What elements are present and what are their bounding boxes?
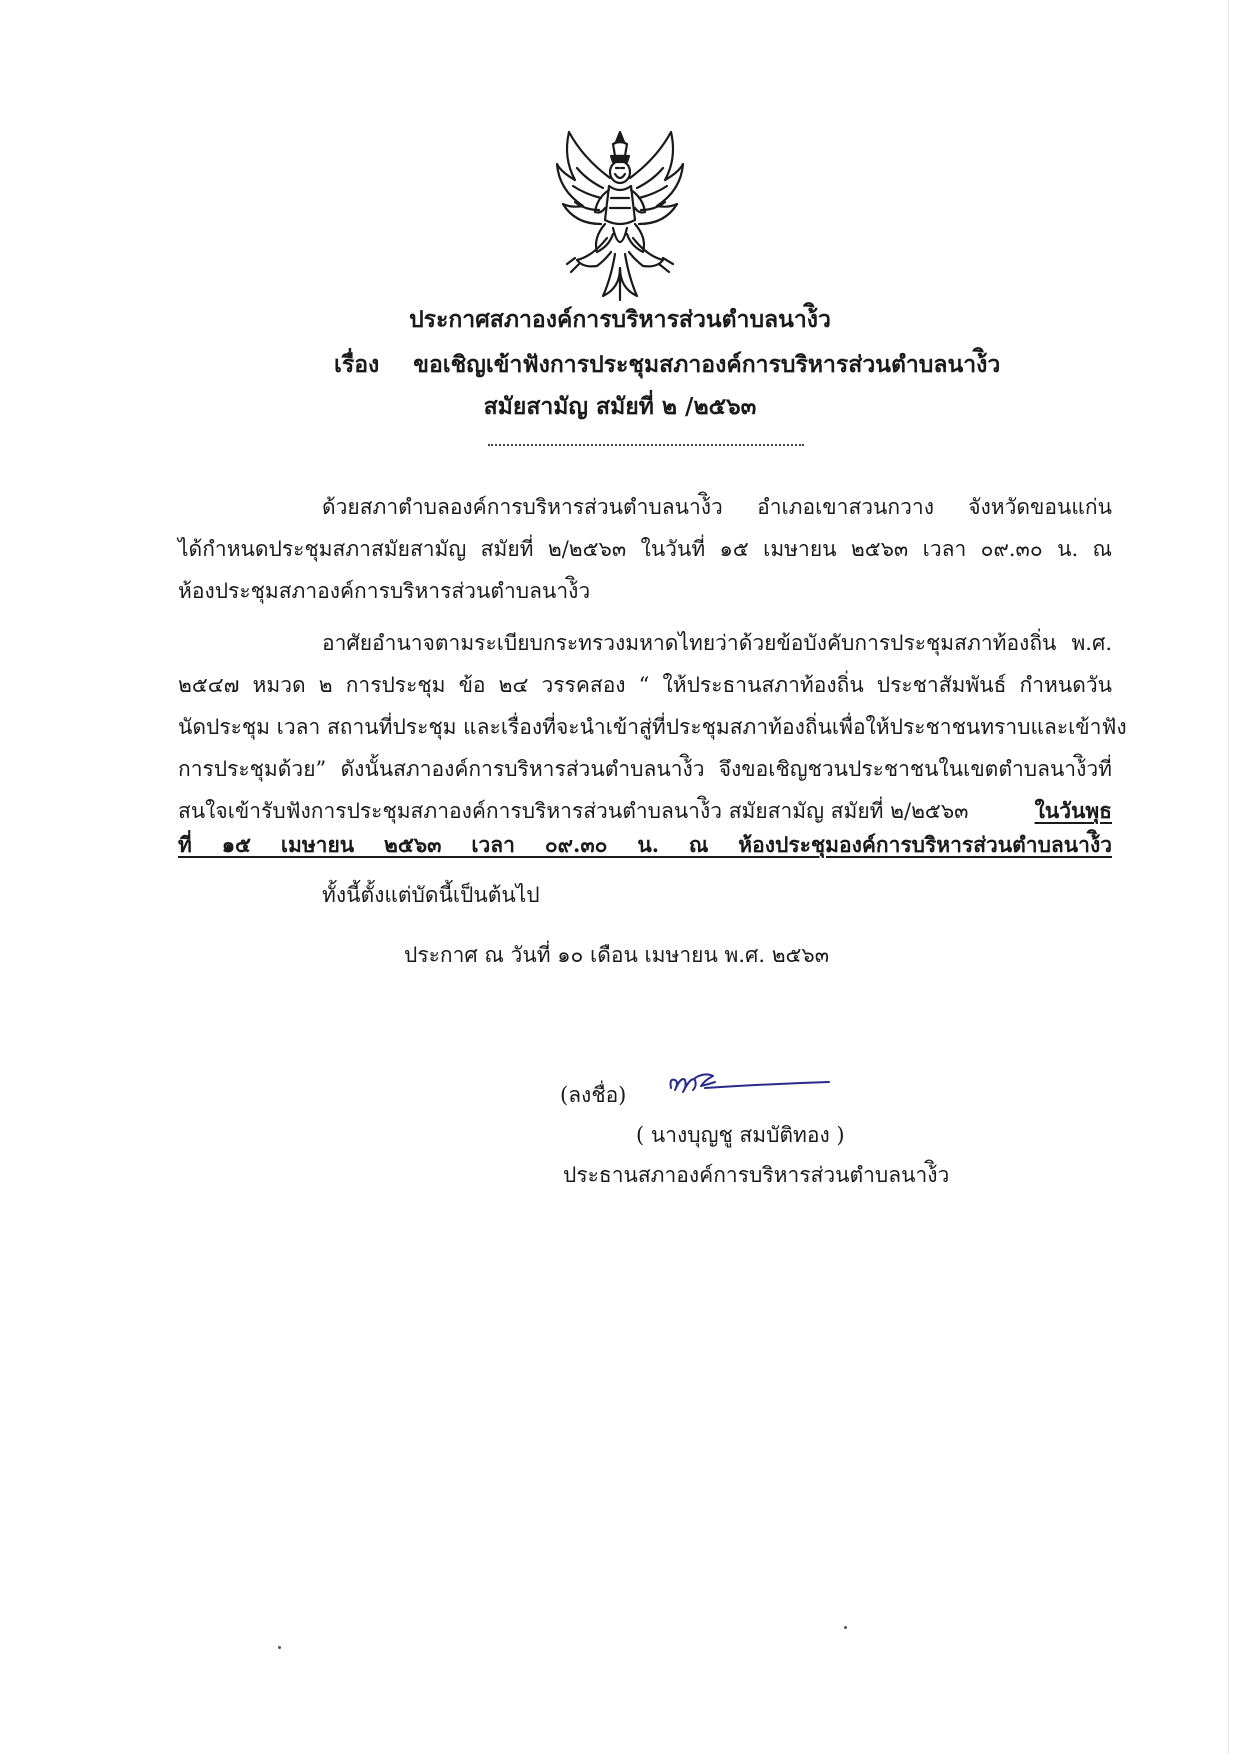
session-line: สมัยสามัญ สมัยที่ ๒ /๒๕๖๓ bbox=[483, 393, 757, 420]
paragraph2-line6-emphasis: ที่ ๑๕ เมษายน ๒๕๖๓ เวลา ๐๙.๓๐ น. ณ ห้องประชุมองค์การบริหารส่วนตำบลนาง้ิว bbox=[178, 832, 1112, 857]
paragraph2-line5-text: สนใจเข้ารับฟังการประชุมสภาองค์การบริหารส่วนตำบลนาง้ิว สมัยสามัญ สมัยที่ ๒/๒๕๖๓ bbox=[178, 799, 969, 823]
paragraph2-line4: การประชุมด้วย” ดังนั้นสภาองค์การบริหารส่วนตำบลนาง้ิว จึงขอเชิญชวนประชาชนในเขตตำบลนาง้ิวที่ bbox=[178, 757, 1112, 781]
signatory-name: ( นางบุญชู สมบัติทอง ) bbox=[636, 1123, 845, 1147]
effective-line: ทั้งนี้ตั้งแต่บัดนี้เป็นต้นไป bbox=[322, 883, 540, 907]
announce-date: ประกาศ ณ วันที่ ๑๐ เดือน เมษายน พ.ศ. ๒๕๖๓ bbox=[404, 943, 830, 967]
paragraph2-line6 bbox=[178, 830, 1112, 860]
paragraph2-line5 bbox=[178, 796, 1112, 826]
paragraph2-line1: อาศัยอำนาจตามระเบียบกระทรวงมหาดไทยว่าด้วยข้อบังคับการประชุมสภาท้องถิ่น พ.ศ. bbox=[322, 631, 1112, 655]
subject-label: เรื่อง bbox=[334, 351, 380, 378]
sign-label: (ลงชื่อ) bbox=[560, 1083, 627, 1107]
paragraph1-line1: ด้วยสภาตำบลองค์การบริหารส่วนตำบลนาง้ิว อำเภอเขาสวนกวาง จังหวัดขอนแก่น bbox=[322, 495, 1112, 519]
scan-speck bbox=[844, 1626, 847, 1629]
scan-speck bbox=[278, 1646, 281, 1649]
handwritten-signature-icon bbox=[665, 1066, 835, 1102]
paragraph1-line2: ได้กำหนดประชุมสภาสมัยสามัญ สมัยที่ ๒/๒๕๖๓ ในวันที่ ๑๕ เมษายน ๒๕๖๓ เวลา ๐๙.๓๐ น. ณ bbox=[178, 537, 1112, 561]
signatory-position: ประธานสภาองค์การบริหารส่วนตำบลนาง้ิว bbox=[563, 1163, 950, 1187]
scan-edge-line bbox=[1228, 0, 1229, 1754]
paragraph1-line3: ห้องประชุมสภาองค์การบริหารส่วนตำบลนาง้ิว bbox=[178, 579, 591, 603]
dotted-separator bbox=[488, 444, 804, 446]
garuda-emblem-icon bbox=[553, 128, 687, 304]
paragraph2-line5-emphasis: ในวันพุธ bbox=[1034, 798, 1112, 823]
subject-text: ขอเชิญเข้าฟังการประชุมสภาองค์การบริหารส่วนตำบลนาง้ิว bbox=[413, 351, 1001, 378]
announcement-title: ประกาศสภาองค์การบริหารส่วนตำบลนาง้ิว bbox=[409, 306, 831, 333]
paragraph2-line3: นัดประชุม เวลา สถานที่ประชุม และเรื่องที่จะนำเข้าสู่ที่ประชุมสภาท้องถิ่นเพื่อให้ประชาชนทราบและเข้าฟัง bbox=[178, 715, 1127, 739]
paragraph2-line2: ๒๕๔๗ หมวด ๒ การประชุม ข้อ ๒๔ วรรคสอง “ ให้ประธานสภาท้องถิ่น ประชาสัมพันธ์ กำหนดวัน bbox=[178, 673, 1112, 697]
subject-line bbox=[334, 350, 1000, 380]
